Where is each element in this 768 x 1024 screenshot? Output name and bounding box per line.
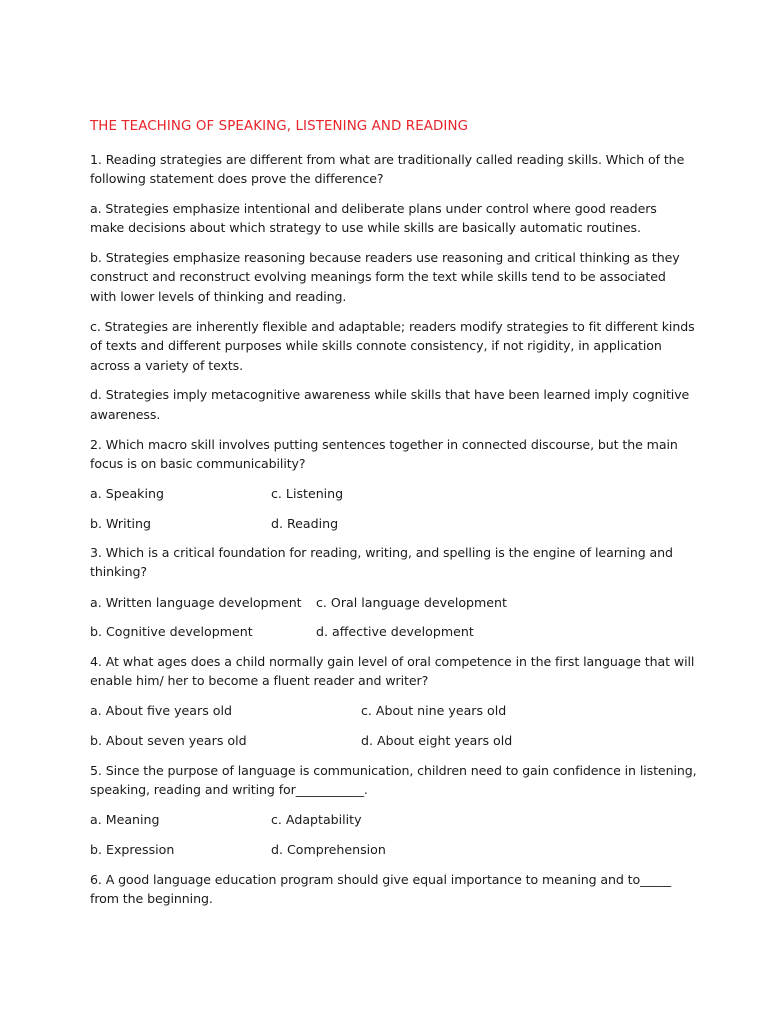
question-5-option-c: c. Adaptability [271,812,362,827]
question-4-line-1: 4. At what ages does a child normally gain level of oral competence in the first language that will [90,654,695,669]
question-1-option-d-line-2: awareness. [90,407,161,422]
question-6-line-2: from the beginning. [90,891,213,906]
question-5-line-2: speaking, reading and writing for___________. [90,782,368,797]
question-1-option-c-line-3: across a variety of texts. [90,358,244,373]
question-4-option-c: c. About nine years old [361,703,507,718]
question-4-option-b: b. About seven years old [90,733,247,748]
question-1-option-a-line-2: make decisions about which strategy to use while skills are basically automatic routines. [90,220,641,235]
question-3-option-b: b. Cognitive development [90,624,253,639]
document-page [90,0,697,1024]
question-1-option-c-line-2: of texts and different purposes while skills connote consistency, if not rigidity, in application [90,338,662,353]
question-1-line-1: 1. Reading strategies are different from what are traditionally called reading skills. Which of the [90,152,685,167]
question-1-line-2: following statement does prove the difference? [90,171,384,186]
question-1-option-b-line-3: with lower levels of thinking and reading. [90,289,347,304]
question-3-line-1: 3. Which is a critical foundation for reading, writing, and spelling is the engine of learning and [90,545,673,560]
question-2-line-2: focus is on basic communicability? [90,456,306,471]
question-3-line-2: thinking? [90,564,147,579]
question-2-option-a: a. Speaking [90,486,164,501]
question-2-line-1: 2. Which macro skill involves putting sentences together in connected discourse, but the main [90,437,678,452]
question-4-option-d: d. About eight years old [361,733,513,748]
question-3-option-c: c. Oral language development [316,595,507,610]
question-3-option-d: d. affective development [316,624,474,639]
question-1-option-b-line-1: b. Strategies emphasize reasoning because readers use reasoning and critical thinking as they [90,250,680,265]
question-5-option-b: b. Expression [90,842,175,857]
question-2-option-d: d. Reading [271,516,339,531]
question-6-line-1: 6. A good language education program should give equal importance to meaning and to_____ [90,872,672,887]
question-5-option-d: d. Comprehension [271,842,386,857]
question-2-option-c: c. Listening [271,486,344,501]
question-1-option-c-line-1: c. Strategies are inherently flexible and adaptable; readers modify strategies to fit different kinds [90,319,695,334]
question-1-option-a-line-1: a. Strategies emphasize intentional and deliberate plans under control where good readers [90,201,657,216]
question-4-line-2: enable him/ her to become a fluent reader and writer? [90,673,429,688]
question-5-line-1: 5. Since the purpose of language is communication, children need to gain confidence in listening, [90,763,697,778]
document-title: THE TEACHING OF SPEAKING, LISTENING AND READING [90,119,469,134]
question-1-option-d-line-1: d. Strategies imply metacognitive awareness while skills that have been learned imply cognitive [90,387,690,402]
question-2-option-b: b. Writing [90,516,151,531]
question-3-option-a: a. Written language development [90,595,302,610]
question-4-option-a: a. About five years old [90,703,232,718]
question-5-option-a: a. Meaning [90,812,160,827]
question-1-option-b-line-2: construct and reconstruct evolving meanings form the text while skills tend to be associated [90,269,666,284]
